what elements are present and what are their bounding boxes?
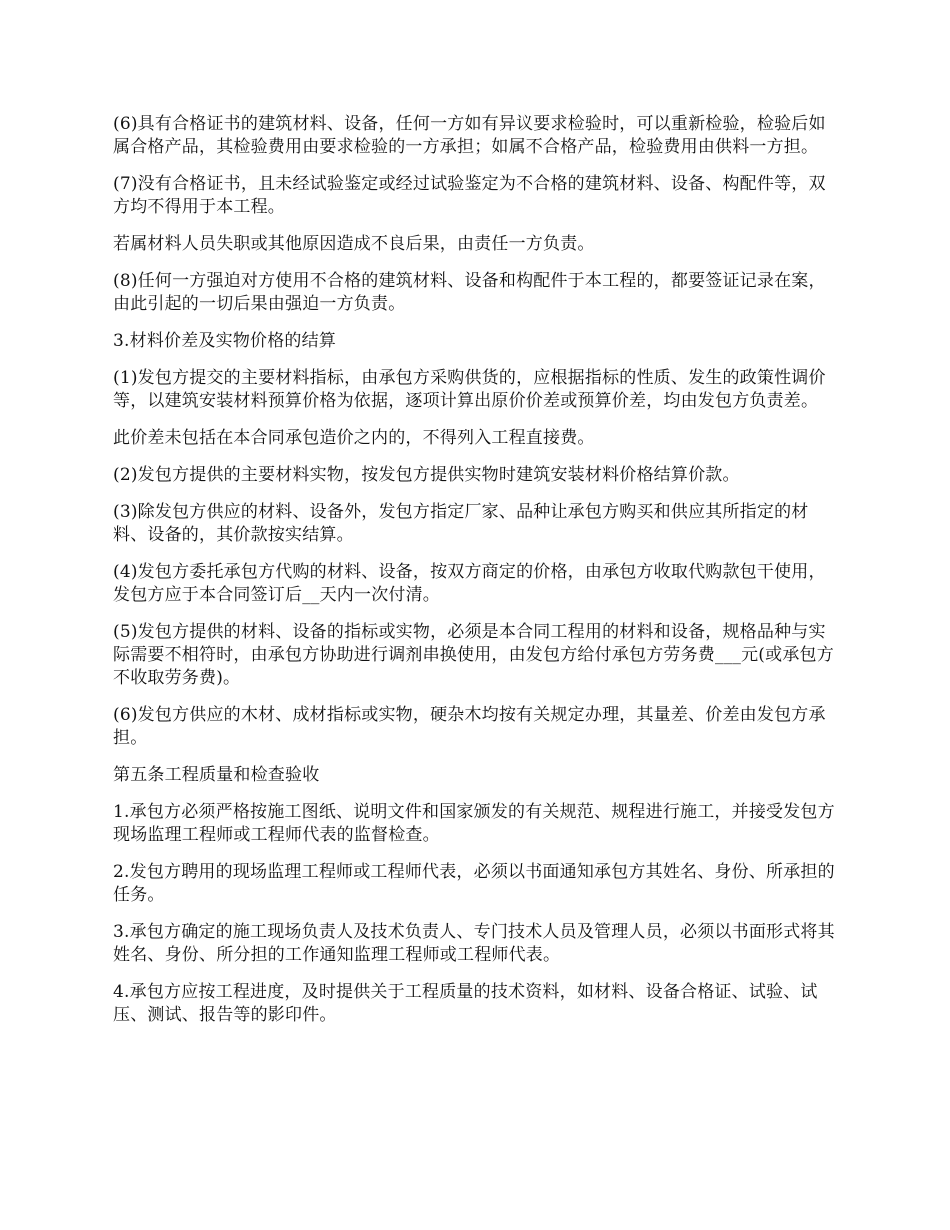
paragraph-forced-use-8: (8)任何一方强迫对方使用不合格的建筑材料、设备和构配件于本工程的，都要签证记录在案，由此引起的一切后果由强迫一方负责。 [113, 271, 826, 314]
paragraph-agency-purchase-4: (4)发包方委托承包方代购的材料、设备，按双方商定的价格，由承包方收取代购款包干使用，发包方应于本合同签订后__天内一次付清。 [113, 562, 826, 605]
paragraph-quality-2: 2.发包方聘用的现场监理工程师或工程师代表，必须以书面通知承包方其姓名、身份、所承担的任务。 [113, 862, 835, 905]
paragraph-designated-vendor-3: (3)除发包方供应的材料、设备外，发包方指定厂家、品种让承包方购买和供应其所指定的材料、设备的，其价款按实结算。 [113, 502, 809, 545]
paragraph-material-inspection-6: (6)具有合格证书的建筑材料、设备，任何一方如有异议要求检验时，可以重新检验，检验后如属合格产品，其检验费用由要求检验的一方承担；如属不合格产品，检验费用由供料一方担。 [113, 114, 826, 157]
paragraph-material-supply-2: (2)发包方提供的主要材料实物，按发包方提供实物时建筑安装材料价格结算价款。 [113, 465, 740, 485]
paragraph-price-diff-1: (1)发包方提交的主要材料指标，由承包方采购供货的，应根据指标的性质、发生的政策性调价等，以建筑安装材料预算价格为依据，逐项计算出原价价差或预算价差，均由发包方负责差。 [113, 368, 826, 411]
section-heading-price-settlement: 3.材料价差及实物价格的结算 [113, 331, 337, 351]
paragraph-quality-4: 4.承包方应按工程进度，及时提供关于工程质量的技术资料，如材料、设备合格证、试验、试压、测试、报告等的影印件。 [113, 982, 818, 1025]
article-heading-quality-inspection: 第五条工程质量和检查验收 [113, 765, 320, 785]
paragraph-material-swap-5: (5)发包方提供的材料、设备的指标或实物，必须是本合同工程用的材料和设备，规格品种与实际需要不相符时，由承包方协助进行调剂串换使用，由发包方给付承包方劳务费___元(或承包方不收取劳务费)。 [113, 622, 834, 688]
paragraph-timber-supply-6: (6)发包方供应的木材、成材指标或实物，硬杂木均按有关规定办理，其量差、价差由发包方承担。 [113, 705, 826, 748]
paragraph-price-diff-excluded: 此价差未包括在本合同承包造价之内的，不得列入工程直接费。 [113, 428, 595, 448]
paragraph-no-certificate-7: (7)没有合格证书，且未经试验鉴定或经过试验鉴定为不合格的建筑材料、设备、构配件等，双方均不得用于本工程。 [113, 174, 826, 217]
paragraph-quality-1: 1.承包方必须严格按施工图纸、说明文件和国家颁发的有关规范、规程进行施工，并接受发包方现场监理工程师或工程师代表的监督检查。 [113, 802, 835, 845]
paragraph-staff-negligence: 若属材料人员失职或其他原因造成不良后果，由责任一方负责。 [113, 234, 595, 254]
paragraph-quality-3: 3.承包方确定的施工现场负责人及技术负责人、专门技术人员及管理人员，必须以书面形式将其姓名、身份、所分担的工作通知监理工程师或工程师代表。 [113, 922, 835, 965]
